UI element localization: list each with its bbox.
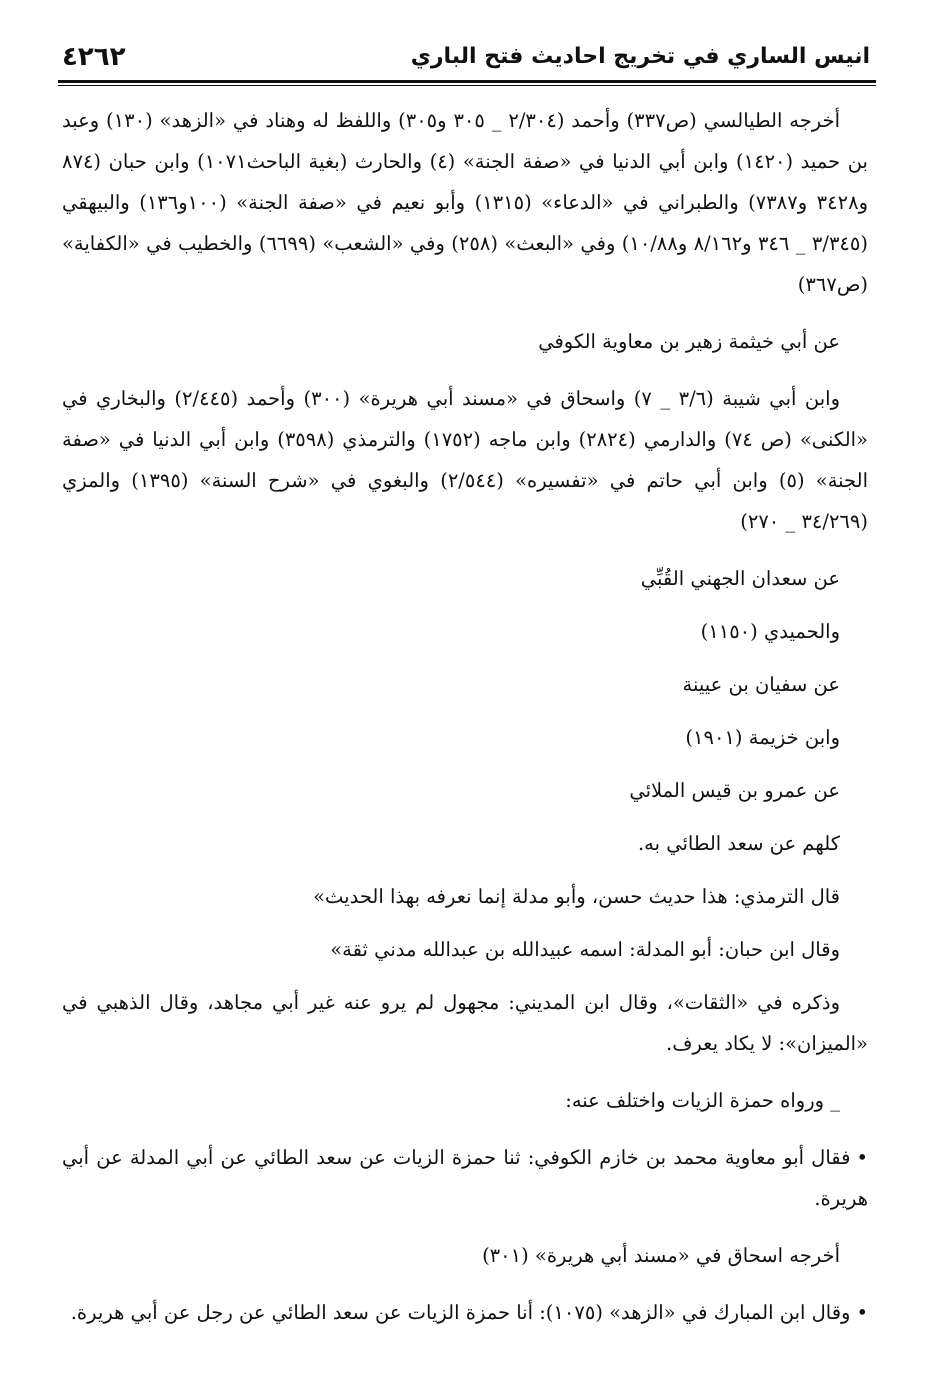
page-number: ٤٢٦٢	[62, 42, 126, 72]
paragraph-takhrij-3: والحميدي (١١٥٠)	[700, 620, 840, 643]
bullet-icon: •	[856, 1146, 868, 1169]
paragraph-takhrij-2: وابن أبي شيبة (٣/٦ _ ٧) واسحاق في «مسند أبي هريرة» (٣٠٠) وأحمد (٢/٤٤٥) والبخاري في «الكنى» (ص ٧٤) والدارمي (٢٨٢٤) وابن ماجه (١٧٥٢) والترمذي (٣٥٩٨) وابن أبي الدنيا في «صفة الجنة» (٥) وابن أبي حاتم في «تفسيره» (٢/٥٤٤) والبغوي في «شرح السنة» (١٣٩٥) والمزي (٣٤/٢٦٩ _ ٢٧٠)	[62, 387, 869, 533]
bullet-text: فقال أبو معاوية محمد بن خازم الكوفي: ثنا حمزة الزيات عن سعد الطائي عن أبي المدلة عن أبي هريرة.	[62, 1146, 868, 1210]
header-rule-thin	[58, 85, 876, 86]
paragraph-takhrij-4: وابن خزيمة (١٩٠١)	[685, 726, 840, 749]
bullet-text: وقال ابن المبارك في «الزهد» (١٠٧٥): أنا حمزة الزيات عن سعد الطائي عن رجل عن أبي هريرة.	[70, 1301, 851, 1324]
paragraph-narrator-4: عن عمرو بن قيس الملائي	[629, 779, 840, 802]
paragraph-ishaq-takhrij: أخرجه اسحاق في «مسند أبي هريرة» (٣٠١)	[482, 1244, 840, 1267]
page-header	[62, 34, 870, 74]
paragraph-bullet-abu-muawiya	[62, 1137, 868, 1219]
paragraph-summary: كلهم عن سعد الطائي به.	[637, 832, 840, 855]
paragraph-narrator-3: عن سفيان بن عيينة	[682, 673, 840, 696]
paragraph-bullet-ibn-mubarak	[62, 1292, 868, 1333]
paragraph-takhrij-1: أخرجه الطيالسي (ص٣٣٧) وأحمد (٢/٣٠٤ _ ٣٠٥ و٣٠٥) واللفظ له وهناد في «الزهد» (١٣٠) وعبد بن حميد (١٤٢٠) وابن أبي الدنيا في «صفة الجنة» (٤) والحارث (بغية الباحث١٠٧١) وابن حبان (٨٧٤ و٣٤٢٨ و٧٣٨٧) والطبراني في «الدعاء» (١٣١٥) وأبو نعيم في «صفة الجنة» (١٠٠و١٣٦) والبيهقي (٣/٣٤٥ _ ٣٤٦ و٨/١٦٢ و١٠/٨٨) وفي «البعث» (٢٥٨) وفي «الشعب» (٦٦٩٩) والخطيب في «الكفاية» (ص٣٦٧)	[62, 109, 868, 296]
paragraph-narrator-2: عن سعدان الجهني القُبِّي	[640, 567, 840, 590]
paragraph-thiqat-note: وذكره في «الثقات»، وقال ابن المديني: مجهول لم يرو عنه غير أبي مجاهد، وقال الذهبي في «الميزان»: لا يكاد يعرف.	[62, 991, 868, 1055]
paragraph-narrator-1: عن أبي خيثمة زهير بن معاوية الكوفي	[538, 330, 840, 353]
page-body	[62, 100, 868, 1349]
header-rule	[58, 80, 876, 83]
running-title: انيس الساري في تخريج احاديث فتح الباري	[410, 44, 870, 69]
bullet-icon: •	[856, 1301, 868, 1324]
paragraph-ibn-hibban-quote: وقال ابن حبان: أبو المدلة: اسمه عبيدالله بن عبدالله مدني ثقة»	[330, 938, 840, 961]
paragraph-tirmidhi-quote: قال الترمذي: هذا حديث حسن، وأبو مدلة إنما نعرفه بهذا الحديث»	[313, 885, 840, 908]
paragraph-hamza-intro: _ ورواه حمزة الزيات واختلف عنه:	[565, 1089, 840, 1112]
